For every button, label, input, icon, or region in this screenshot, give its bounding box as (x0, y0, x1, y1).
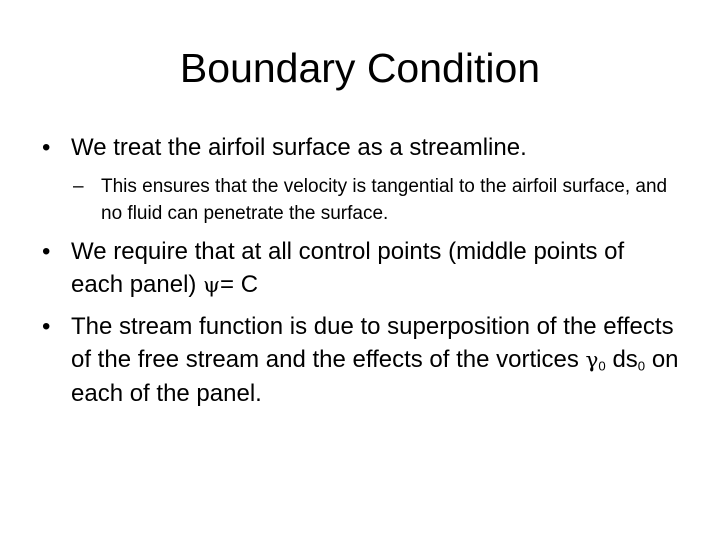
slide-title: Boundary Condition (179, 45, 541, 91)
bullet-text: The stream function is due to superposition of the effects of the free stream and the effects of the vortices (71, 313, 674, 373)
ds-subscript: 0 (637, 358, 646, 374)
bullet-marker: • (42, 313, 51, 340)
bullet-text: We treat the airfoil surface as a streamline. (71, 134, 527, 161)
psi-symbol: ψ (203, 273, 221, 298)
bullet-text-group (71, 310, 682, 410)
bullet-text-group (71, 235, 682, 302)
bullet-item-control-points (42, 235, 682, 302)
gamma-subscript: 0 (598, 358, 606, 374)
bullet-marker: • (42, 134, 51, 161)
bullet-text: We require that at all control points (middle points of each panel) (71, 238, 625, 298)
bullet-item-streamline (42, 131, 682, 164)
gamma-symbol: γ (585, 348, 599, 373)
bullet-text-tail: = C (220, 271, 259, 298)
ds-symbol: ds (612, 346, 638, 373)
bullet-text-tail: on each of the panel. (71, 346, 679, 407)
dash-marker: – (73, 176, 84, 197)
bullet-marker: • (42, 238, 51, 265)
bullet-item-stream-function (42, 310, 682, 410)
sub-bullet-item-tangential (73, 173, 693, 227)
sub-bullet-text: This ensures that the velocity is tangential to the airfoil surface, and no fluid can penetrate the surface. (101, 176, 668, 224)
